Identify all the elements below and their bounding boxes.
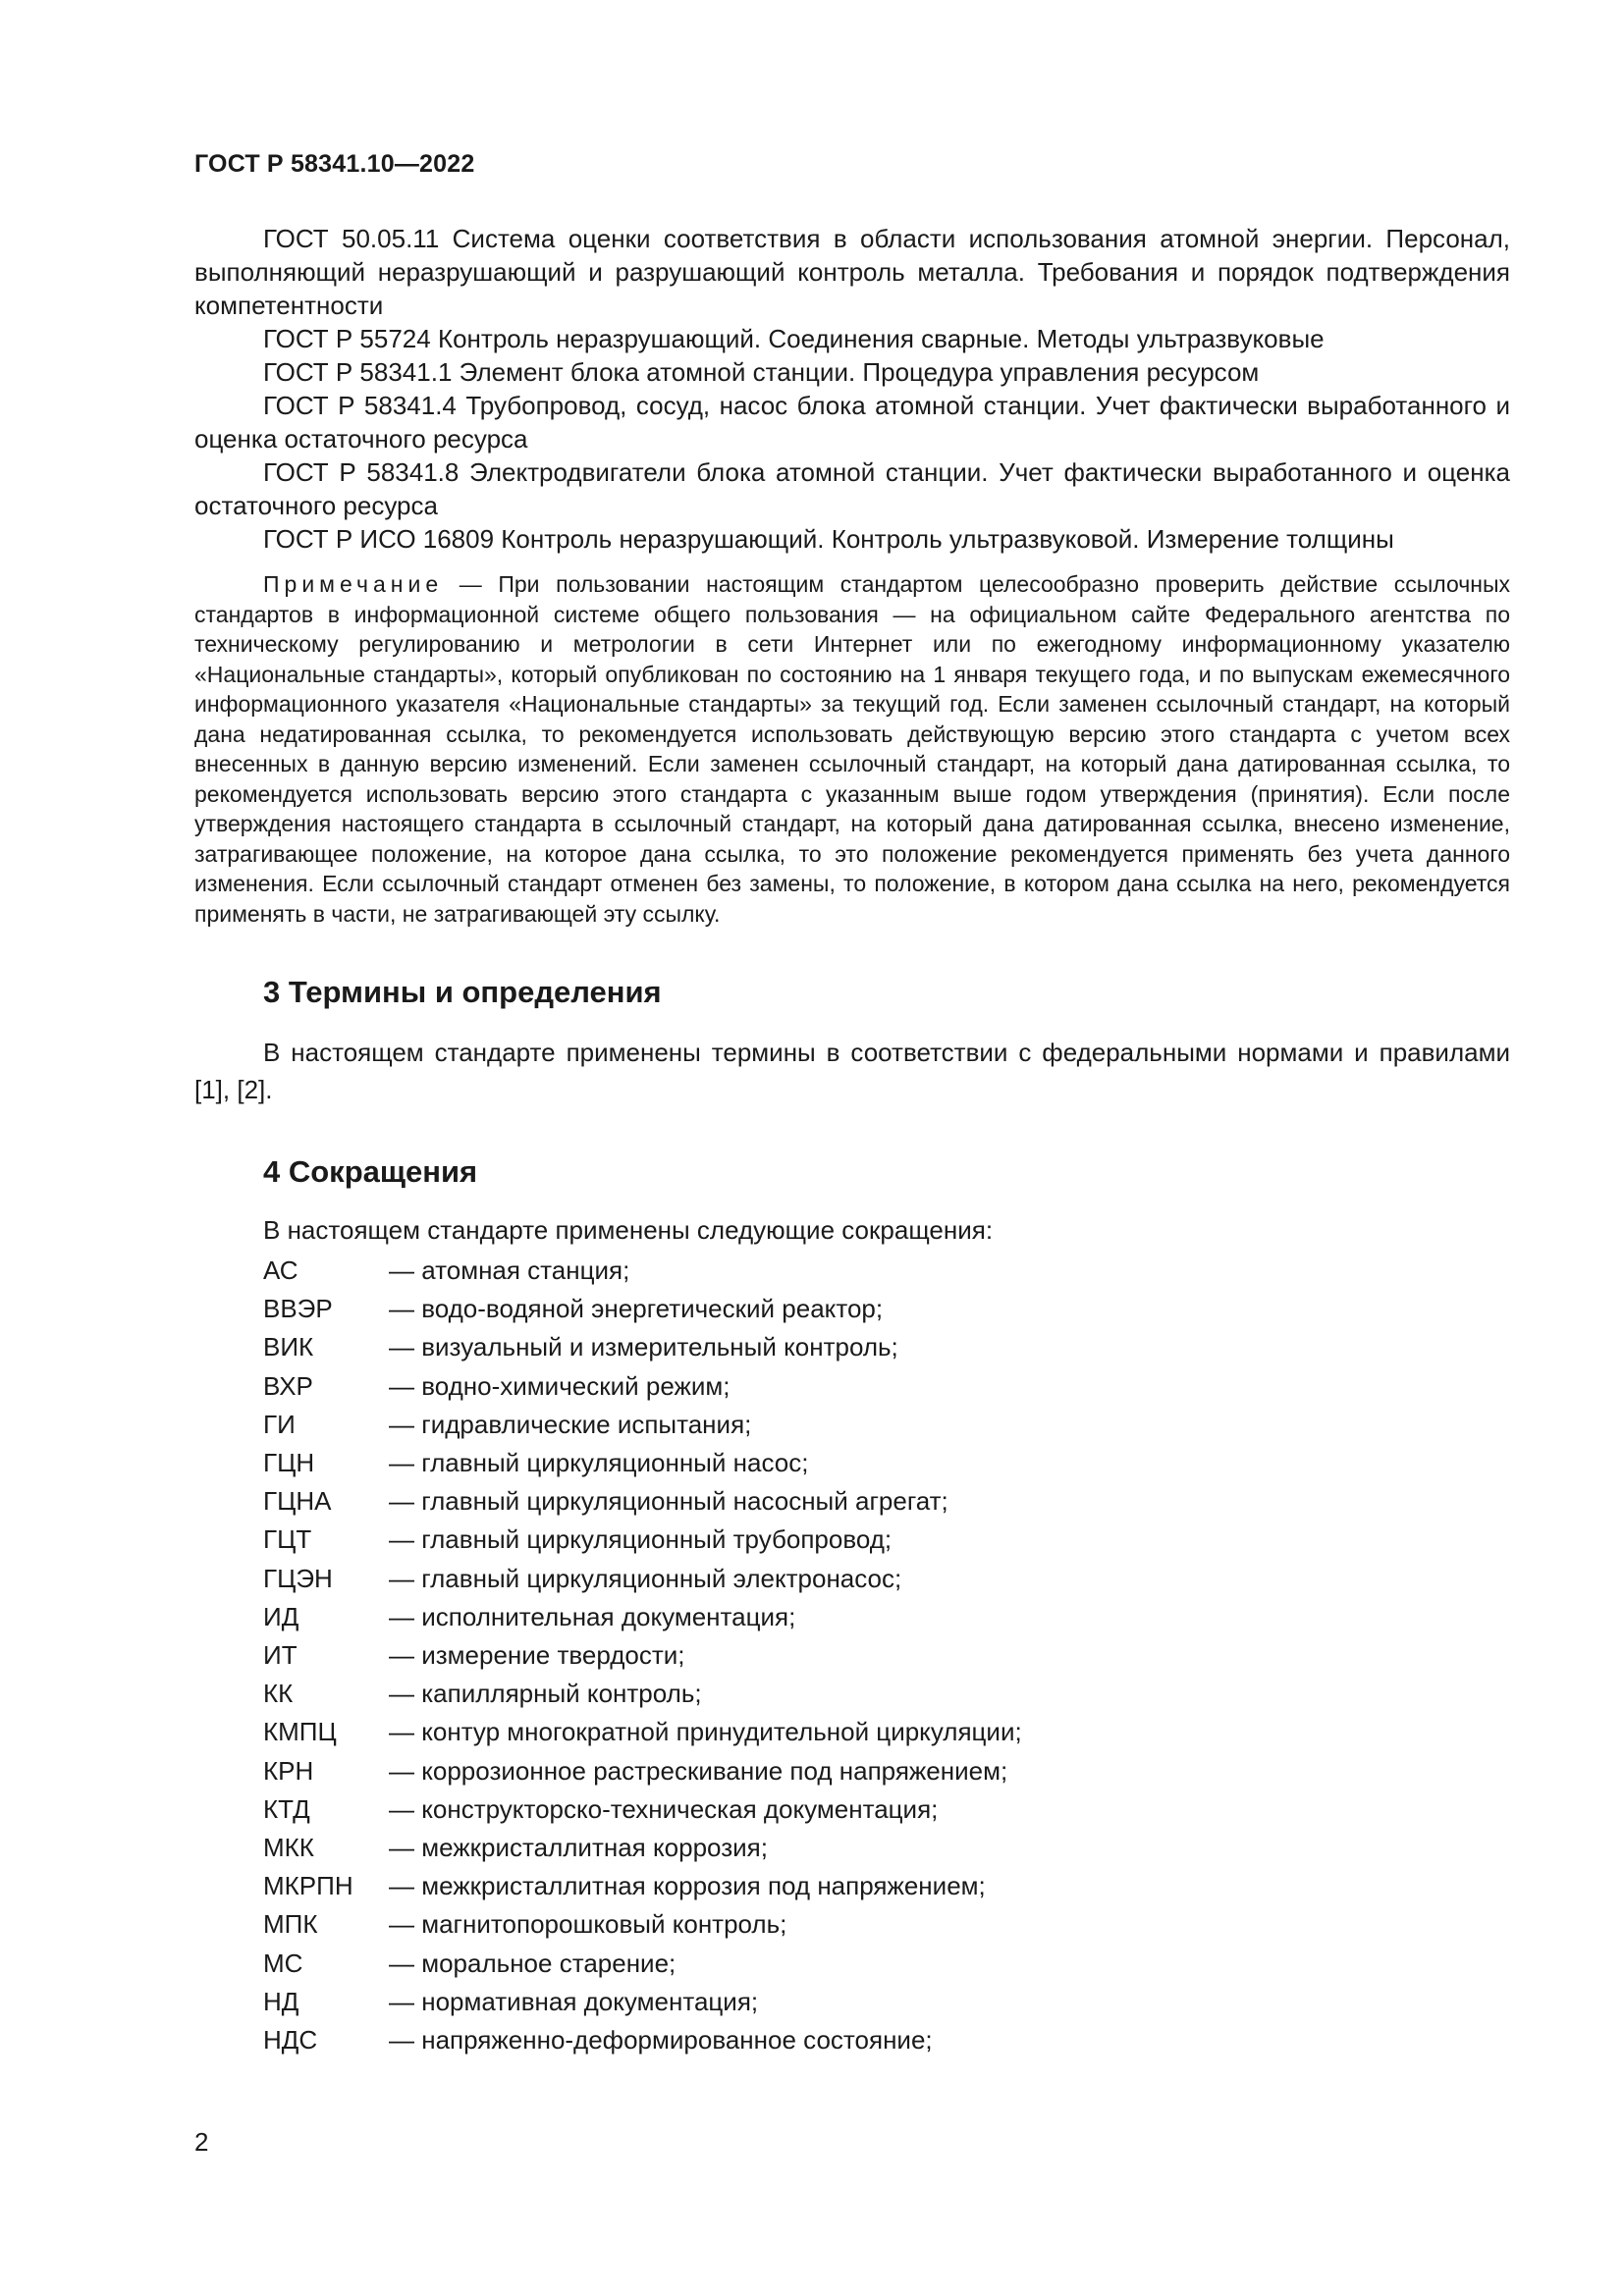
page-content bbox=[194, 222, 1510, 2059]
abbreviation-definition: — магнитопорошковый контроль; bbox=[389, 1909, 787, 1940]
abbreviation-row bbox=[263, 1945, 1510, 1983]
abbreviation-definition: — атомная станция; bbox=[389, 1255, 630, 1285]
section-3-text: В настоящем стандарте применены термины в соответствии с федеральными нормами и правилами [1], [2]. bbox=[194, 1038, 1510, 1104]
abbreviation-row bbox=[263, 1713, 1510, 1751]
abbreviation-row bbox=[263, 1521, 1510, 1559]
reference-item: ГОСТ Р 58341.8 Электродвигатели блока атомной станции. Учет фактически выработанного и оценка остаточного ресурса bbox=[194, 457, 1510, 520]
abbreviation-term: КК bbox=[263, 1679, 294, 1709]
abbreviation-definition: — нормативная документация; bbox=[389, 1986, 759, 2016]
abbreviation-row bbox=[263, 1598, 1510, 1636]
abbreviation-term: НД bbox=[263, 1986, 299, 2016]
abbreviation-term: ГИ bbox=[263, 1409, 296, 1439]
abbreviation-row bbox=[263, 1482, 1510, 1521]
abbreviation-definition: — главный циркуляционный электронасос; bbox=[389, 1563, 902, 1593]
reference-item: ГОСТ Р 58341.1 Элемент блока атомной станции. Процедура управления ресурсом bbox=[263, 357, 1260, 387]
abbreviation-term: ИД bbox=[263, 1601, 299, 1631]
abbreviation-definition: — гидравлические испытания; bbox=[389, 1409, 752, 1439]
abbreviation-definition: — контур многократной принудительной циркуляции; bbox=[389, 1717, 1022, 1747]
abbreviation-row bbox=[263, 1444, 1510, 1482]
reference-item: ГОСТ Р ИСО 16809 Контроль неразрушающий. Контроль ультразвуковой. Измерение толщины bbox=[263, 524, 1394, 554]
note-label: Примечание bbox=[263, 571, 444, 597]
abbreviation-definition: — исполнительная документация; bbox=[389, 1601, 796, 1631]
reference-item: ГОСТ Р 55724 Контроль неразрушающий. Соединения сварные. Методы ультразвуковые bbox=[263, 324, 1325, 353]
abbreviation-definition: — напряженно-деформированное состояние; bbox=[389, 2025, 933, 2056]
abbreviation-term: ВХР bbox=[263, 1370, 313, 1401]
abbreviation-term: КРН bbox=[263, 1755, 314, 1786]
abbreviation-definition: — коррозионное растрескивание под напряжением; bbox=[389, 1755, 1008, 1786]
abbreviation-definition: — водно-химический режим; bbox=[389, 1370, 731, 1401]
abbreviation-term: МС bbox=[263, 1948, 303, 1978]
abbreviation-definition: — главный циркуляционный трубопровод; bbox=[389, 1524, 893, 1555]
note-text: — При пользовании настоящим стандартом целесообразно проверить действие ссылочных стандартов в информационной системе общего пользования — на официальном сайте Федерального агентства по техническому регулированию и метрологии в сети Интернет или по ежегодному информационному указателю «Национальные стандарты», который опубликован по состоянию на 1 января текущего года, и по выпускам ежемесячного информационного указателя «Национальные стандарты» за текущий год. Если заменен ссылочный стандарт, на который дана недатированная ссылка, то рекомендуется использовать действующую версию этого стандарта с учетом всех внесенных в данную версию изменений. Если заменен ссылочный стандарт, на который дана датированная ссылка, то рекомендуется использовать версию этого стандарта с указанным выше годом утверждения (принятия). Если после утверждения настоящего стандарта в ссылочный стандарт, на который дана датированная ссылка, внесено изменение, затрагивающее положение, на которое дана ссылка, то это положение рекомендуется применять без учета данного изменения. Если ссылочный стандарт отменен без замены, то положение, в котором дана ссылка на него, рекомендуется применять в части, не затрагивающей эту ссылку. bbox=[194, 571, 1510, 927]
abbreviation-definition: — межкристаллитная коррозия; bbox=[389, 1833, 768, 1863]
abbreviation-row bbox=[263, 1636, 1510, 1675]
abbreviation-row bbox=[263, 1829, 1510, 1867]
abbreviation-row bbox=[263, 1406, 1510, 1444]
abbreviation-term: ВИК bbox=[263, 1332, 314, 1362]
abbreviation-row bbox=[263, 1367, 1510, 1406]
abbreviation-row bbox=[263, 1290, 1510, 1328]
abbreviation-term: МКРПН bbox=[263, 1871, 353, 1901]
abbreviation-term: НДС bbox=[263, 2025, 318, 2056]
section-3-title: 3 Термины и определения bbox=[263, 975, 662, 1009]
abbreviation-term: ВВЭР bbox=[263, 1294, 333, 1324]
abbreviation-definition: — водо-водяной энергетический реактор; bbox=[389, 1294, 884, 1324]
section-4-title: 4 Сокращения bbox=[263, 1154, 478, 1189]
abbreviation-term: ГЦН bbox=[263, 1448, 315, 1478]
abbreviation-definition: — главный циркуляционный насосный агрегат; bbox=[389, 1486, 948, 1517]
abbreviation-row bbox=[263, 1328, 1510, 1366]
section-4-intro: В настоящем стандарте применены следующие сокращения: bbox=[263, 1215, 994, 1245]
abbreviation-term: ГЦНА bbox=[263, 1486, 332, 1517]
abbreviation-term: МПК bbox=[263, 1909, 318, 1940]
abbreviation-definition: — межкристаллитная коррозия под напряжением; bbox=[389, 1871, 986, 1901]
abbreviation-row bbox=[263, 1867, 1510, 1905]
abbreviation-term: КМПЦ bbox=[263, 1717, 337, 1747]
note-paragraph bbox=[194, 569, 1510, 929]
abbreviation-row bbox=[263, 1790, 1510, 1829]
abbreviation-definition: — главный циркуляционный насос; bbox=[389, 1448, 809, 1478]
normative-references bbox=[194, 222, 1510, 556]
abbreviation-term: ГЦЭН bbox=[263, 1563, 333, 1593]
abbreviation-list bbox=[263, 1252, 1510, 2059]
reference-item: ГОСТ Р 58341.4 Трубопровод, сосуд, насос блока атомной станции. Учет фактически выработанного и оценка остаточного ресурса bbox=[194, 391, 1510, 454]
abbreviation-term: ГЦТ bbox=[263, 1524, 312, 1555]
abbreviation-row bbox=[263, 1983, 1510, 2021]
abbreviation-row bbox=[263, 1675, 1510, 1713]
page-number: 2 bbox=[194, 2127, 209, 2157]
reference-item: ГОСТ 50.05.11 Система оценки соответствия в области использования атомной энергии. Персонал, выполняющий неразрушающий и разрушающий контроль металла. Требования и порядок подтверждения компетентности bbox=[194, 224, 1510, 320]
abbreviation-term: МКК bbox=[263, 1833, 314, 1863]
abbreviation-row bbox=[263, 1560, 1510, 1598]
abbreviation-definition: — капиллярный контроль; bbox=[389, 1679, 702, 1709]
abbreviation-row bbox=[263, 1252, 1510, 1290]
abbreviation-row bbox=[263, 2021, 1510, 2059]
abbreviation-term: АС bbox=[263, 1255, 298, 1285]
abbreviation-term: ИТ bbox=[263, 1640, 298, 1671]
abbreviation-definition: — визуальный и измерительный контроль; bbox=[389, 1332, 898, 1362]
abbreviation-term: КТД bbox=[263, 1793, 310, 1824]
abbreviation-definition: — измерение твердости; bbox=[389, 1640, 685, 1671]
abbreviation-definition: — моральное старение; bbox=[389, 1948, 677, 1978]
document-header: ГОСТ Р 58341.10—2022 bbox=[194, 150, 475, 178]
abbreviation-row bbox=[263, 1752, 1510, 1790]
abbreviation-row bbox=[263, 1905, 1510, 1944]
abbreviation-definition: — конструкторско-техническая документация; bbox=[389, 1793, 939, 1824]
